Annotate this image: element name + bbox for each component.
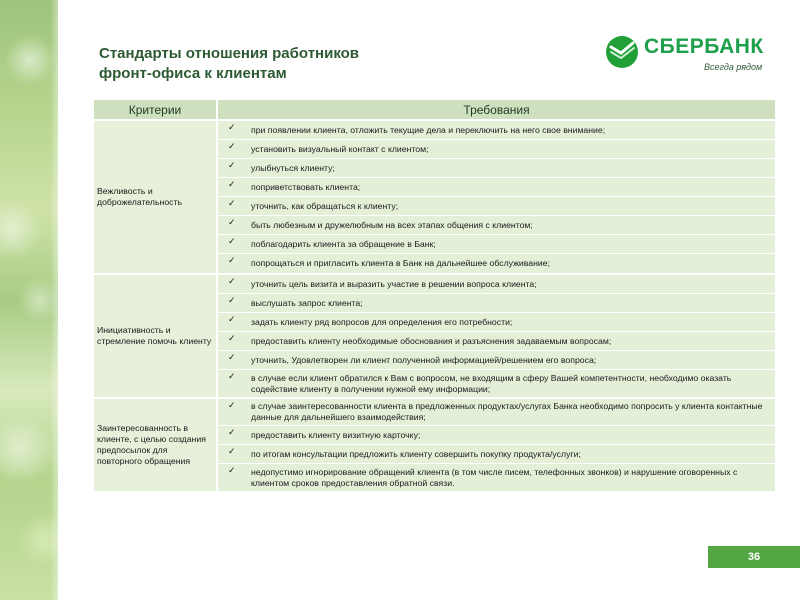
requirement-text: попрощаться и пригласить клиента в Банк на дальнейшее обслуживание; xyxy=(251,258,550,268)
checkmark-icon: ✓ xyxy=(228,160,236,170)
requirement-text: установить визуальный контакт с клиентом; xyxy=(251,143,429,154)
requirement-text: улыбнуться клиенту; xyxy=(251,162,335,173)
table-header-row xyxy=(94,100,775,119)
requirements-cell xyxy=(218,275,775,397)
requirement-item xyxy=(218,235,775,254)
requirement-text: быть любезным и дружелюбным на всех этапах общения с клиентом; xyxy=(251,219,533,230)
requirement-item xyxy=(218,445,775,464)
slide-title xyxy=(99,44,459,84)
requirement-item xyxy=(218,197,775,216)
page-number: 36 xyxy=(708,546,800,568)
requirement-text: в случае если клиент обратился к Вам с вопросом, не входящим в сферу Вашей компетентности, необходимо оказать содействие клиенту в получении нужной ему информации; xyxy=(251,372,732,394)
checkmark-icon: ✓ xyxy=(228,427,236,437)
requirement-item xyxy=(218,275,775,294)
requirement-item xyxy=(218,313,775,332)
sberbank-logo-icon xyxy=(604,34,640,70)
requirement-text: выслушать запрос клиента; xyxy=(251,297,363,308)
logo-slogan: Всегда рядом xyxy=(704,62,763,72)
checkmark-icon: ✓ xyxy=(228,179,236,189)
requirement-item xyxy=(218,178,775,197)
checkmark-icon: ✓ xyxy=(228,371,236,381)
slide-title-line-1: Стандарты отношения работников xyxy=(99,45,360,62)
criterion-cell: Заинтересованность в клиенте, с целью создания предпосылок для повторного обращения xyxy=(94,399,216,491)
requirement-text: по итогам консультации предложить клиенту совершить покупку продукта/услуги; xyxy=(251,448,581,459)
checkmark-icon: ✓ xyxy=(228,352,236,362)
requirement-item xyxy=(218,464,775,491)
requirement-text: поприветствовать клиента; xyxy=(251,181,361,192)
requirement-text: предоставить клиенту визитную карточку; xyxy=(251,429,421,440)
requirement-text: уточнить, как обращаться к клиенту; xyxy=(251,200,399,211)
checkmark-icon: ✓ xyxy=(228,400,236,410)
requirement-item xyxy=(218,121,775,140)
requirement-text: уточнить, Удовлетворен ли клиент полученной информацией/решением его вопроса; xyxy=(251,354,597,365)
requirement-item xyxy=(218,159,775,178)
sberbank-logo xyxy=(604,32,774,76)
table-row xyxy=(94,275,775,397)
checkmark-icon: ✓ xyxy=(228,141,236,151)
decorative-fade xyxy=(50,0,70,600)
requirement-text: недопустимо игнорирование обращений клиента (в том числе писем, телефонных звонков) и нарушение оговоренных с клиентом сроков предоставления обратной связи. xyxy=(251,466,738,488)
requirement-text: предоставить клиенту необходимые обоснования и разъяснения задаваемым вопросам; xyxy=(251,335,612,346)
requirement-item xyxy=(218,216,775,235)
requirement-text: при появлении клиента, отложить текущие дела и переключить на него свое внимание; xyxy=(251,124,606,135)
requirement-text: поблагодарить клиента за обращение в Банк; xyxy=(251,238,436,249)
requirement-item xyxy=(218,426,775,445)
table-row xyxy=(94,399,775,491)
logo-name: СБЕРБАНК xyxy=(644,35,764,58)
checkmark-icon: ✓ xyxy=(228,236,236,246)
requirements-cell xyxy=(218,121,775,273)
checkmark-icon: ✓ xyxy=(228,122,236,132)
requirements-cell xyxy=(218,399,775,491)
table-row xyxy=(94,121,775,273)
checkmark-icon: ✓ xyxy=(228,295,236,305)
checkmark-icon: ✓ xyxy=(228,255,236,265)
requirement-item xyxy=(218,370,775,397)
checkmark-icon: ✓ xyxy=(228,465,236,475)
checkmark-icon: ✓ xyxy=(228,217,236,227)
requirement-item xyxy=(218,399,775,426)
checkmark-icon: ✓ xyxy=(228,198,236,208)
requirement-item xyxy=(218,332,775,351)
checkmark-icon: ✓ xyxy=(228,314,236,324)
criterion-cell: Инициативность и стремление помочь клиенту xyxy=(94,275,216,397)
checkmark-icon: ✓ xyxy=(228,333,236,343)
requirement-item xyxy=(218,351,775,370)
requirement-item xyxy=(218,254,775,273)
requirement-item xyxy=(218,294,775,313)
slide-title-line-2: фронт-офиса к клиентам xyxy=(99,65,287,82)
requirement-text: задать клиенту ряд вопросов для определения его потребности; xyxy=(251,316,513,327)
checkmark-icon: ✓ xyxy=(228,446,236,456)
header-requirements: Требования xyxy=(218,100,775,119)
requirement-text: в случае заинтересованности клиента в предложенных продуктах/услугах Банка необходимо попросить у клиента контактные данные для дальнейшего взаимодействия; xyxy=(251,401,763,422)
criterion-cell: Вежливость и доброжелательность xyxy=(94,121,216,273)
requirement-text: уточнить цель визита и выразить участие в решении вопроса клиента; xyxy=(251,278,537,289)
header-criteria: Критерии xyxy=(94,100,216,119)
standards-table xyxy=(92,98,777,493)
requirement-item xyxy=(218,140,775,159)
checkmark-icon: ✓ xyxy=(228,276,236,286)
